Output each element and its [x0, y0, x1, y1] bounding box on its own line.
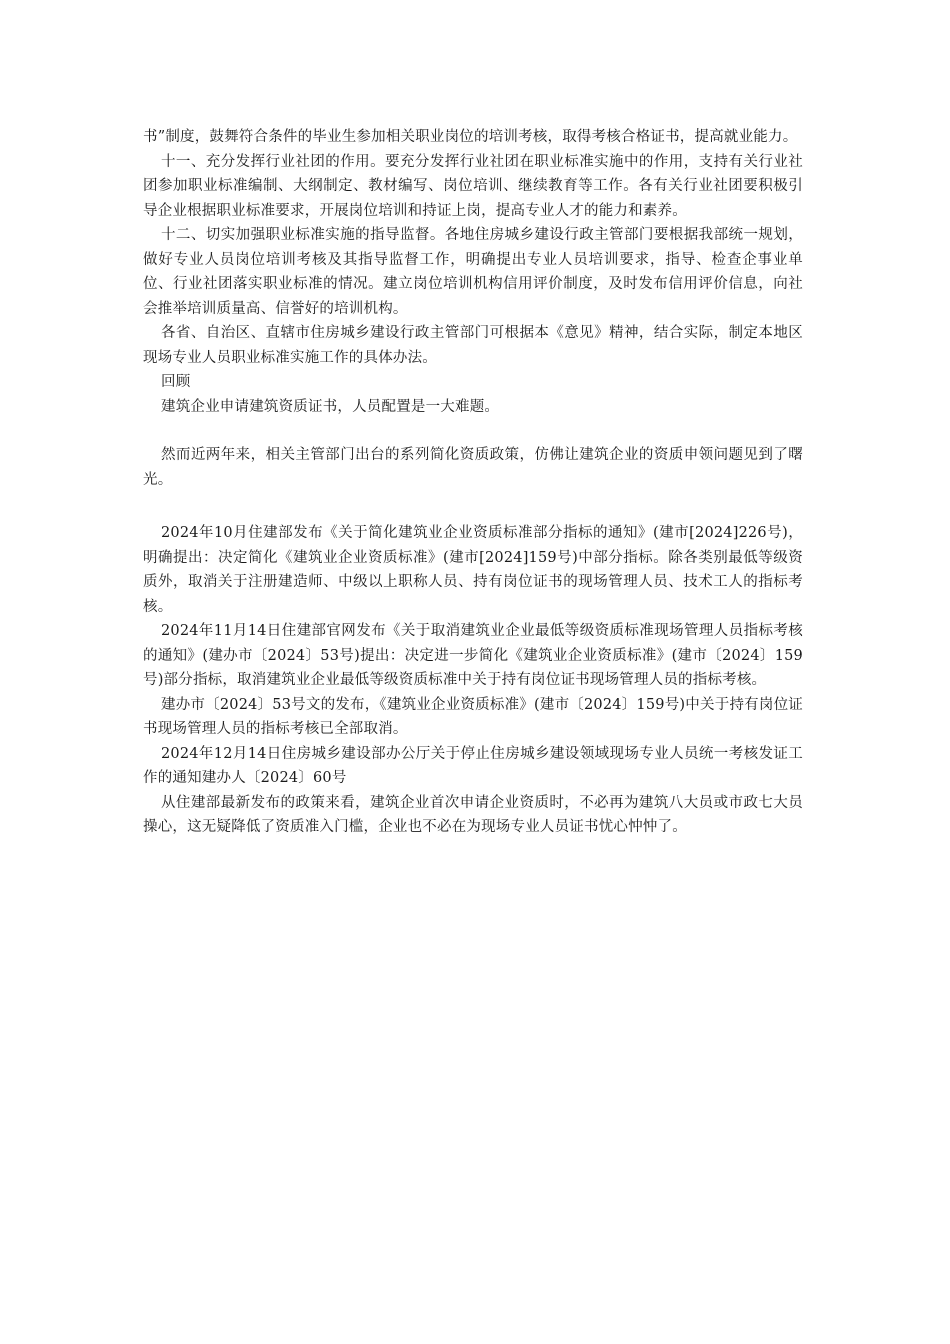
- paragraph-review-heading: 回顾: [161, 374, 191, 390]
- paragraph-item-eleven: 十一、充分发挥行业社团的作用。要充分发挥行业社团在职业标准实施中的作用，支持有关行业社团参加职业标准编制、大纲制定、教材编写、岗位培训、继续教育等工作。各有关行业社团要积极引导企业根据职业标准要求，开展岗位培训和持证上岗，提高专业人才的能力和素养。: [143, 153, 803, 219]
- paragraph-october-notice: 2024年10月住建部发布《关于简化建筑业企业资质标准部分指标的通知》(建市[2024]226号)，明确提出：决定简化《建筑业企业资质标准》(建市[2024]159号)中部分指标。除各类别最低等级资质外，取消关于注册建造师、中级以上职称人员、持有岗位证书的现场管理人员、技术工人的指标考核。: [143, 525, 803, 615]
- paragraph-certificate-system: 书”制度，鼓舞符合条件的毕业生参加相关职业岗位的培训考核，取得考核合格证书，提高就业能力。: [143, 129, 798, 145]
- paragraph-december-notice: 2024年12月14日住房城乡建设部办公厅关于停止住房城乡建设领域现场专业人员统一考核发证工作的通知建办人〔2024〕60号: [143, 745, 803, 786]
- paragraph-november-notice: 2024年11月14日住建部官网发布《关于取消建筑业企业最低等级资质标准现场管理人员指标考核的通知》(建办市〔2024〕53号)提出：决定进一步简化《建筑业企业资质标准》(建市〔2024〕159号)部分指标，取消建筑业企业最低等级资质标准中关于持有岗位证书现场管理人员的指标考核。: [143, 623, 803, 688]
- paragraph-document-53: 建办市〔2024〕53号文的发布，《建筑业企业资质标准》(建市〔2024〕159号)中关于持有岗位证书现场管理人员的指标考核已全部取消。: [143, 696, 803, 737]
- paragraph-item-twelve: 十二、切实加强职业标准实施的指导监督。各地住房城乡建设行政主管部门要根据我部统一规划，做好专业人员岗位培训考核及其指导监督工作，明确提出专业人员培训要求，指导、检查企事业单位、行业社团落实职业标准的情况。建立岗位培训机构信用评价制度，及时发布信用评价信息，向社会推举培训质量高、信誉好的培训机构。: [143, 227, 803, 317]
- paragraph-staffing-problem: 建筑企业申请建筑资质证书，人员配置是一大难题。: [161, 398, 500, 415]
- paragraph-simplified-policy: 然而近两年来，相关主管部门出台的系列简化资质政策，仿佛让建筑企业的资质申领问题见到了曙光。: [143, 447, 803, 488]
- document-body: [143, 125, 803, 840]
- paragraph-conclusion: 从住建部最新发布的政策来看，建筑企业首次申请企业资质时，不必再为建筑八大员或市政七大员操心，这无疑降低了资质准入门槛，企业也不必在为现场专业人员证书忧心忡忡了。: [143, 794, 803, 835]
- blank-line: [143, 419, 803, 443]
- blank-line: [143, 492, 803, 521]
- paragraph-provinces: 各省、自治区、直辖市住房城乡建设行政主管部门可根据本《意见》精神，结合实际，制定本地区现场专业人员职业标准实施工作的具体办法。: [143, 325, 803, 366]
